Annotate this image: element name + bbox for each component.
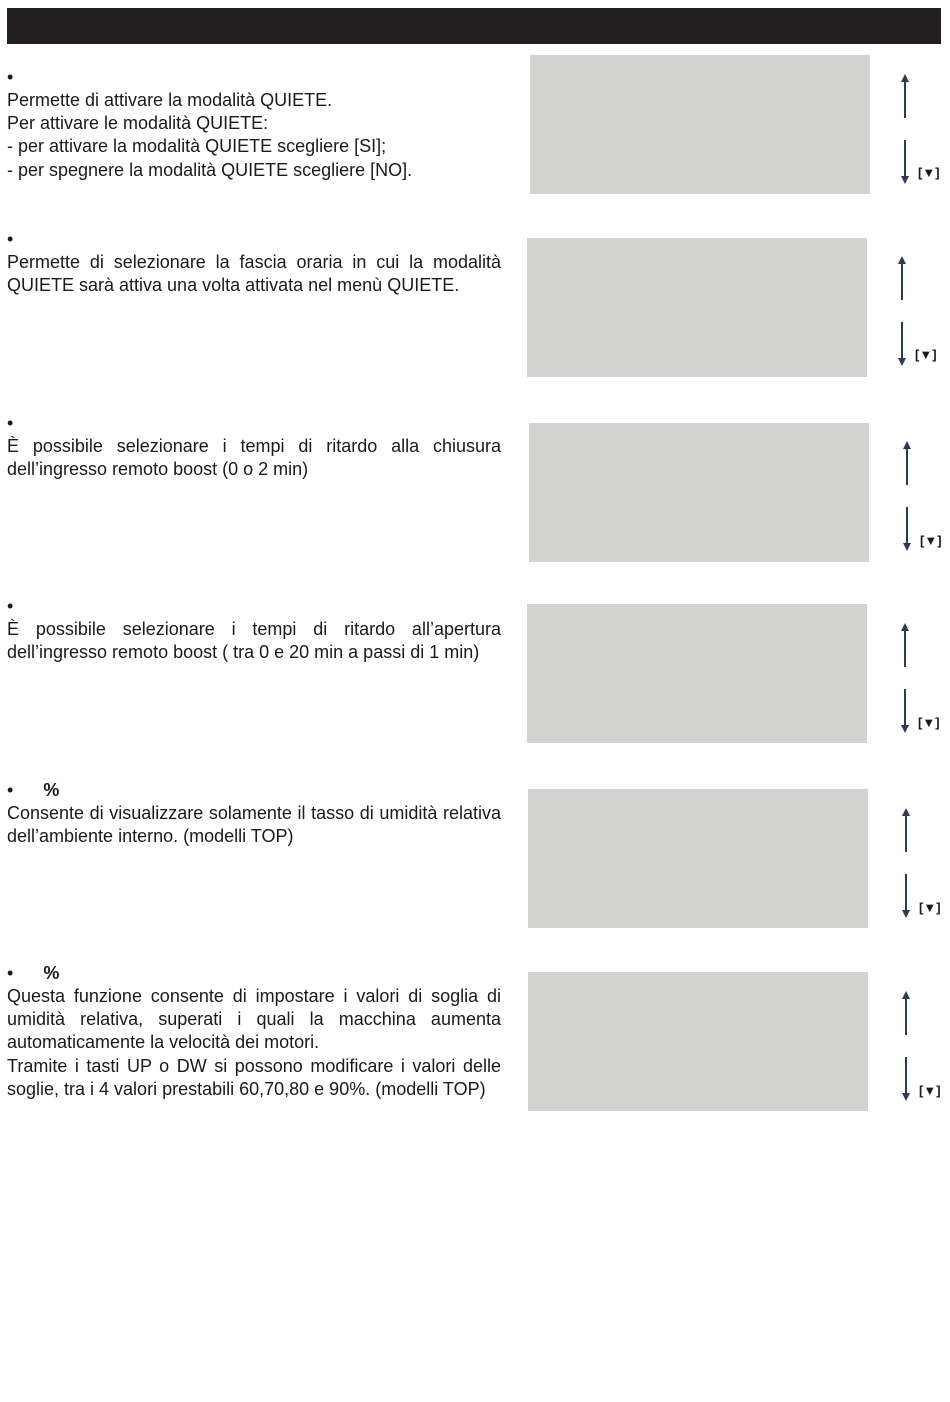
section-text	[7, 985, 501, 1101]
bullet: •	[7, 413, 14, 433]
section-text	[7, 435, 501, 481]
percent-sign: %	[43, 963, 60, 983]
bullet: •	[7, 963, 14, 983]
paragraph: Permette di attivare la modalità QUIETE.	[7, 90, 333, 110]
down-key-icon: [▼]	[918, 165, 940, 180]
down-key-icon: [▼]	[919, 900, 941, 915]
arrow-down-icon	[897, 322, 907, 366]
paragraph: È possibile selezionare i tempi di ritardo alla chiusura dell’ingresso remoto boost (0 o 2 min)	[7, 436, 501, 480]
bullet: •	[7, 780, 14, 800]
bullet: •	[7, 596, 14, 616]
lcd-display	[527, 238, 867, 377]
header-bar	[7, 8, 941, 44]
arrow-down-icon	[900, 140, 910, 184]
bullet-line	[7, 66, 13, 88]
arrow-down-icon	[901, 1057, 911, 1101]
paragraph: - per spegnere la modalità QUIETE scegliere [NO].	[7, 159, 413, 180]
lcd-display	[528, 972, 868, 1111]
down-key-icon: [▼]	[919, 1083, 941, 1098]
paragraph: Permette di selezionare la fascia oraria in cui la modalità QUIETE sarà attiva una volta attivata nel menù QUIETE.	[7, 252, 501, 296]
paragraph: Questa funzione consente di impostare i valori di soglia di umidità relativa, superati i quali la macchina aumenta automaticamente la velocità dei motori.	[7, 986, 501, 1053]
arrow-up-icon	[901, 808, 911, 852]
paragraph: - per attivare la modalità QUIETE scegliere [SI];	[7, 136, 387, 157]
paragraph: È possibile selezionare i tempi di ritardo all’apertura dell’ingresso remoto boost ( tra 0 e 20 min a passi di 1 min)	[7, 619, 501, 663]
lcd-display	[529, 423, 869, 562]
arrow-up-icon	[902, 441, 912, 485]
bullet-line	[7, 595, 13, 617]
section-text	[7, 618, 501, 664]
bullet-line	[7, 228, 13, 250]
section-ritardo-apertura	[0, 595, 950, 755]
down-key-icon: [▼]	[918, 715, 940, 730]
bullet-line	[7, 962, 59, 984]
arrow-up-icon	[901, 991, 911, 1035]
arrow-up-icon	[897, 256, 907, 300]
bullet-line	[7, 412, 13, 434]
arrow-up-icon	[900, 74, 910, 118]
arrow-up-icon	[900, 623, 910, 667]
paragraph: Consente di visualizzare solamente il tasso di umidità relativa dell’ambiente interno. (modelli TOP)	[7, 803, 501, 847]
section-text	[7, 802, 501, 848]
lcd-display	[528, 789, 868, 928]
down-key-icon: [▼]	[915, 347, 937, 362]
section-text	[7, 251, 501, 297]
percent-sign: %	[43, 780, 60, 800]
section-quiete	[0, 66, 950, 226]
lcd-display	[527, 604, 867, 743]
bullet: •	[7, 229, 14, 249]
arrow-down-icon	[901, 874, 911, 918]
section-fascia-oraria	[0, 228, 950, 388]
arrow-down-icon	[900, 689, 910, 733]
lcd-display	[530, 55, 870, 194]
section-umidita-visualizza	[0, 779, 950, 939]
bullet: •	[7, 67, 14, 87]
paragraph: Per attivare le modalità QUIETE:	[7, 113, 269, 134]
section-umidita-soglia	[0, 962, 950, 1122]
down-key-icon: [▼]	[920, 533, 942, 548]
arrow-down-icon	[902, 507, 912, 551]
bullet-line	[7, 779, 59, 801]
paragraph: Tramite i tasti UP o DW si possono modificare i valori delle soglie, tra i 4 valori prestabili 60,70,80 e 90%. (modelli TOP)	[7, 1055, 501, 1099]
section-text	[7, 89, 501, 182]
section-ritardo-chiusura	[0, 412, 950, 572]
